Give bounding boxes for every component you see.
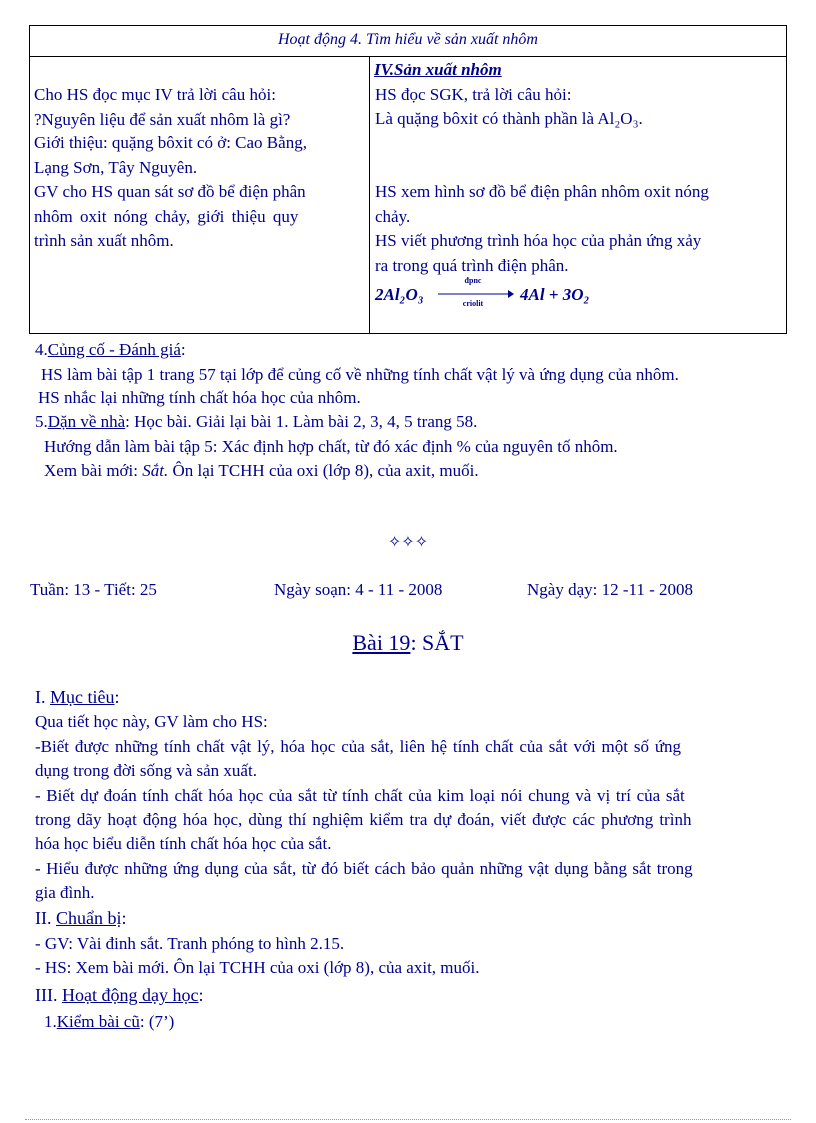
equation-condition-below: criolit: [462, 299, 484, 308]
preparation-heading: [35, 908, 127, 929]
next-lesson-name: Sắt.: [142, 461, 169, 480]
right-cell-line: HS xem hình sơ đồ bể điện phân nhôm oxit nóng: [375, 182, 709, 201]
table-header: Hoạt động 4. Tìm hiểu về sản xuất nhôm: [278, 31, 538, 48]
section-title: Củng cố - Đánh giá: [47, 340, 181, 359]
objective-line: trong dãy hoạt động hóa học, dùng thí nghiệm kiểm tra dự đoán, viết được các phương trình: [35, 810, 692, 829]
equation-products: 4Al + 3O₂: [520, 285, 590, 304]
heading-prefix: II.: [35, 908, 56, 928]
reaction-arrow-icon: [436, 289, 514, 299]
consolidation-line: HS làm bài tập 1 trang 57 tại lớp để củng cố về những tính chất vật lý và ứng dụng của nhôm.: [41, 365, 679, 384]
objective-line: hóa học biểu diễn tính chất hóa học của sắt.: [35, 834, 332, 853]
section-number: 5.: [35, 412, 48, 431]
right-cell-line: ra trong quá trình điện phân.: [375, 256, 569, 275]
left-cell-line: Lạng Sơn, Tây Nguyên.: [34, 158, 198, 177]
right-cell-line: Là quặng bôxit có thành phần là Al₂O₃.: [375, 109, 643, 128]
left-cell-line: Giới thiệu: quặng bôxit có ở: Cao Bằng,: [34, 133, 307, 152]
item-title: Kiểm bài cũ: [56, 1012, 140, 1031]
item-prefix: 1.: [44, 1012, 57, 1031]
item-duration: : (7’): [139, 1012, 175, 1031]
right-cell-line: HS đọc SGK, trả lời câu hỏi:: [375, 85, 572, 104]
section-colon: :: [180, 340, 186, 359]
heading-prefix: I.: [35, 687, 50, 707]
right-cell-line: HS viết phương trình hóa học của phản ứng xảy: [375, 231, 702, 250]
lesson-name: : SẮT: [410, 630, 464, 655]
objective-line: - Hiểu được những ứng dụng của sắt, từ đó biết cách bảo quản những vật dụng bằng sắt trong: [35, 859, 693, 878]
left-cell-line: trình sản xuất nhôm.: [34, 231, 174, 250]
activity-table: [29, 25, 787, 334]
ornament-divider-icon: ✧✧✧: [387, 534, 429, 551]
heading-colon: :: [198, 985, 204, 1005]
left-cell-line: Cho HS đọc mục IV trả lời câu hỏi:: [34, 85, 276, 104]
left-cell-line: ?Nguyên liệu để sản xuất nhôm là gì?: [34, 110, 291, 129]
left-cell-line: GV cho HS quan sát sơ đồ bể điện phân: [34, 182, 306, 201]
table-header-divider: [30, 56, 786, 57]
section-title: Dặn về nhà: [47, 412, 126, 431]
heading-colon: :: [114, 687, 120, 707]
activities-heading: [35, 985, 203, 1006]
heading-prefix: III.: [35, 985, 62, 1005]
equation-reactant: 2Al₂O₃: [375, 285, 424, 304]
heading-colon: :: [121, 908, 127, 928]
heading-title: Hoạt động dạy học: [61, 985, 199, 1005]
homework-line: Hướng dẫn làm bài tập 5: Xác định hợp chất, từ đó xác định % của nguyên tố nhôm.: [44, 437, 618, 456]
objective-line: - Biết dự đoán tính chất hóa học của sắt từ tính chất của kim loại nói chung và vị trí của sắt: [35, 786, 685, 805]
right-cell-title: IV.Sản xuất nhôm: [374, 60, 502, 79]
consolidation-line: HS nhắc lại những tính chất hóa học của nhôm.: [38, 388, 361, 407]
objectives-intro: Qua tiết học này, GV làm cho HS:: [35, 712, 268, 731]
check-old-lesson: [44, 1012, 174, 1032]
section-homework-heading: [35, 412, 477, 432]
objective-line: gia đình.: [35, 883, 95, 902]
right-cell-line: chảy.: [375, 207, 411, 226]
heading-title: Mục tiêu: [50, 687, 115, 707]
lesson-title: [0, 630, 816, 656]
lesson-number: Bài 19: [352, 630, 411, 655]
objective-line: dụng trong đời sống và sản xuất.: [35, 761, 257, 780]
preparation-line: - GV: Vài đinh sắt. Tranh phóng to hình 2.15.: [35, 934, 345, 953]
objectives-heading: [35, 687, 120, 708]
homework-text: Ôn lại TCHH của oxi (lớp 8), của axit, muối.: [168, 461, 479, 480]
table-column-divider: [369, 56, 370, 333]
left-cell-line: nhôm oxit nóng chảy, giới thiệu quy: [34, 207, 299, 226]
date-prepared: Ngày soạn: 4 - 11 - 2008: [274, 580, 443, 599]
homework-text: Xem bài mới:: [44, 461, 143, 480]
week-period: Tuần: 13 - Tiết: 25: [30, 580, 157, 599]
objective-line: -Biết được những tính chất vật lý, hóa học của sắt, liên hệ tính chất của sắt với một số ứng: [35, 737, 682, 756]
homework-line: [44, 461, 479, 481]
date-taught: Ngày dạy: 12 -11 - 2008: [527, 580, 694, 599]
heading-title: Chuẩn bị: [56, 908, 122, 928]
page-bottom-rule: [25, 1119, 791, 1120]
homework-text: : Học bài. Giải lại bài 1. Làm bài 2, 3, 4, 5 trang 58.: [125, 412, 478, 431]
equation-condition-above: đpnc: [464, 276, 482, 285]
section-number: 4.: [35, 340, 48, 359]
preparation-line: - HS: Xem bài mới. Ôn lại TCHH của oxi (lớp 8), của axit, muối.: [35, 958, 480, 977]
section-consolidation-heading: [35, 340, 186, 360]
